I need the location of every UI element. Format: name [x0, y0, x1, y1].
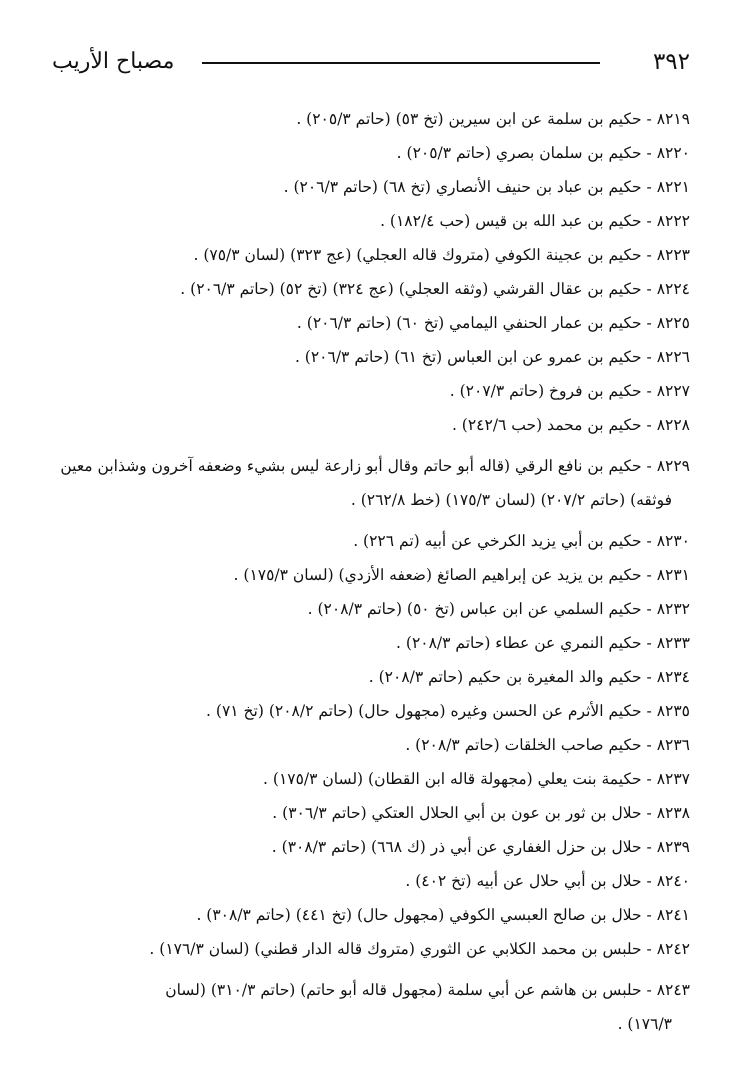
entry-line-continued: ١٧٦/٣) . [617, 1015, 672, 1033]
entry-line: ٨٢٢٩ - حكيم بن نافع الرقي (قاله أبو حاتم وقال أبو زارعة ليس بشيء وضعفه آخرون وشذابن معين [60, 457, 690, 475]
list-item: ٨٢٢٦ - حكيم بن عمرو عن ابن العباس (تخ ٦١) (حاتم ٢٠٦/٣) . [294, 348, 690, 366]
list-item: ٨٢٣٩ - حلال بن حزل الغفاري عن أبي ذر (ك ٦٦٨) (حاتم ٣٠٨/٣) . [271, 838, 690, 856]
list-item: ٨٢٤١ - حلال بن صالح العبسي الكوفي (مجهول حال) (تخ ٤٤١) (حاتم ٣٠٨/٣) . [196, 906, 690, 924]
list-item: ٨٢٢٨ - حكيم بن محمد (حب ٢٤٢/٦) . [451, 416, 690, 434]
book-title: مصباح الأريب [52, 49, 175, 74]
list-item: ٨٢٣٣ - حكيم النمري عن عطاء (حاتم ٢٠٨/٣) . [396, 634, 690, 652]
entry-line-continued: فوثقه) (حاتم ٢٠٧/٢) (لسان ١٧٥/٣) (خط ٢٦٢/٨) . [350, 491, 672, 509]
list-item: ٨٢٢٣ - حكيم بن عجينة الكوفي (متروك قاله العجلي) (عج ٣٢٣) (لسان ٧٥/٣) . [193, 246, 690, 264]
list-item: ٨٢٣٤ - حكيم والد المغيرة بن حكيم (حاتم ٢٠٨/٣) . [368, 668, 690, 686]
list-item: ٨٢٢١ - حكيم بن عباد بن حنيف الأنصاري (تخ ٦٨) (حاتم ٢٠٦/٣) . [283, 178, 690, 196]
list-item: ٨٢٣٢ - حكيم السلمي عن ابن عباس (تخ ٥٠) (حاتم ٢٠٨/٣) . [307, 600, 690, 618]
page-header [52, 46, 690, 80]
list-item: ٨٢٣٠ - حكيم بن أبي يزيد الكرخي عن أبيه (تم ٢٢٦) . [353, 532, 690, 550]
list-item: ٨٢٢٧ - حكيم بن فروخ (حاتم ٢٠٧/٣) . [449, 382, 690, 400]
list-item [46, 444, 690, 526]
list-item: ٨٢٢٥ - حكيم بن عمار الحنفي اليمامي (تخ ٦٠) (حاتم ٢٠٦/٣) . [296, 314, 690, 332]
page-number: ٣٩٢ [652, 49, 690, 75]
list-item: ٨٢٢٠ - حكيم بن سلمان بصري (حاتم ٢٠٥/٣) . [396, 144, 690, 162]
list-item: ٨٢٢٢ - حكيم بن عبد الله بن قيس (حب ١٨٢/٤) . [380, 212, 690, 230]
list-item: ٨٢٣٥ - حكيم الأثرم عن الحسن وغيره (مجهول حال) (حاتم ٢٠٨/٢) (تخ ٧١) . [206, 702, 690, 720]
header-rule [202, 62, 600, 64]
entry-list [46, 104, 690, 1050]
list-item: ٨٢٤٠ - حلال بن أبي حلال عن أبيه (تخ ٤٠٢) . [405, 872, 690, 890]
list-item [46, 968, 690, 1050]
list-item: ٨٢٣٧ - حكيمة بنت يعلي (مجهولة قاله ابن القطان) (لسان ١٧٥/٣) . [263, 770, 690, 788]
list-item: ٨٢٣٦ - حكيم صاحب الخلقات (حاتم ٢٠٨/٣) . [405, 736, 690, 754]
list-item: ٨٢٤٢ - حلبس بن محمد الكلابي عن الثوري (متروك قاله الدار قطني) (لسان ١٧٦/٣) . [149, 940, 690, 958]
entry-line: ٨٢٤٣ - حلبس بن هاشم عن أبي سلمة (مجهول قاله أبو حاتم) (حاتم ٣١٠/٣) (لسان [165, 981, 690, 999]
list-item: ٨٢٢٤ - حكيم بن عقال القرشي (وثقه العجلي) (عج ٣٢٤) (تخ ٥٢) (حاتم ٢٠٦/٣) . [180, 280, 690, 298]
list-item: ٨٢٣١ - حكيم بن يزيد عن إبراهيم الصائغ (ضعفه الأزدي) (لسان ١٧٥/٣) . [233, 566, 690, 584]
list-item: ٨٢١٩ - حكيم بن سلمة عن ابن سيرين (تخ ٥٣) (حاتم ٢٠٥/٣) . [296, 110, 690, 128]
list-item: ٨٢٣٨ - حلال بن ثور بن عون بن أبي الحلال العتكي (حاتم ٣٠٦/٣) . [272, 804, 690, 822]
